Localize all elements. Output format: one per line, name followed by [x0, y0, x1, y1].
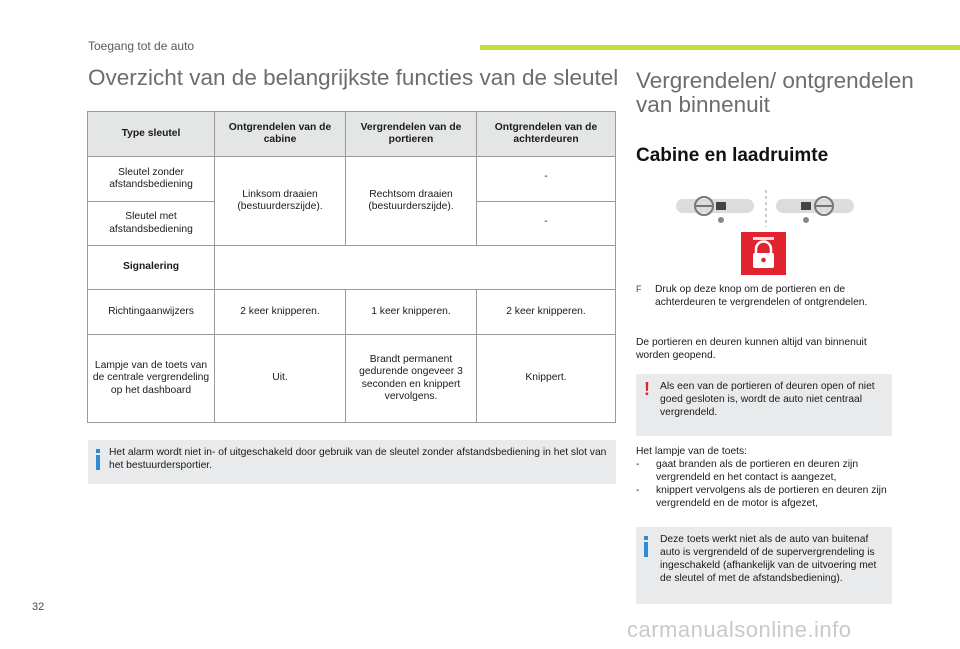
instruction-marker: F — [636, 284, 642, 294]
key-functions-table — [87, 111, 616, 423]
table-header-cell: Type sleutel — [88, 112, 215, 157]
list-item: - gaat branden als de portieren en deuren zijn vergrendeld en het contact is aangezet, — [636, 459, 859, 483]
table-cell: 2 keer knipperen. — [215, 290, 346, 335]
table-cell — [215, 246, 616, 290]
info-icon — [644, 536, 648, 557]
lock-button-illustration-svg — [676, 187, 856, 277]
table-cell: Brandt permanent gedurende ongeveer 3 seconden en knippert vervolgens. — [346, 335, 477, 423]
table-cell: Signalering — [88, 246, 215, 290]
lock-button-illustration — [676, 187, 856, 277]
table-cell: - — [477, 157, 616, 202]
list-item-text: knippert vervolgens als de portieren en deuren zijn vergrendeld en de motor is afgezet, — [656, 485, 887, 509]
table-row — [88, 157, 616, 202]
info-box — [636, 527, 892, 604]
table-cell: Lampje van de toets van de centrale vergrendeling op het dashboard — [88, 335, 215, 423]
table-header-row — [88, 112, 616, 157]
alarm-note-box — [88, 440, 616, 484]
warning-icon: ! — [644, 379, 650, 399]
info-text: Deze toets werkt niet als de auto van buitenaf auto is vergrendeld of de supervergrendeling is ingeschakeld (afhankelijk van de uitvoering met de sleutel of met de afstandsbediening). — [660, 534, 877, 584]
alarm-note-text: Het alarm wordt niet in- of uitgeschakeld door gebruik van de sleutel zonder afstandsbediening in het slot van het bestuurdersportier. — [109, 447, 607, 471]
table-row — [88, 246, 616, 290]
watermark: carmanualsonline.info — [627, 617, 852, 642]
list-item: - knippert vervolgens als de portieren en deuren zijn vergrendeld en de motor is afgezet, — [636, 485, 887, 509]
page-title: Overzicht van de belangrijkste functies van de sleutel — [88, 65, 619, 90]
table-cell: 2 keer knipperen. — [477, 290, 616, 335]
table-cell: Knippert. — [477, 335, 616, 423]
section-title: Vergrendelen/ ontgrendelen van binnenuit — [636, 68, 914, 117]
page-number: 32 — [32, 601, 45, 613]
table-header-cell: Vergrendelen van de portieren — [346, 112, 477, 157]
table-header-cell: Ontgrendelen van de achterdeuren — [477, 112, 616, 157]
warning-box — [636, 374, 892, 436]
lampje-intro: Het lampje van de toets: — [636, 446, 748, 457]
table-header-cell: Ontgrendelen van de cabine — [215, 112, 346, 157]
table-cell: Richtingaanwijzers — [88, 290, 215, 335]
instruction-text: Druk op deze knop om de portieren en de achterdeuren te vergrendelen of ontgrendelen. — [655, 284, 868, 308]
table-cell: Sleutel met afstandsbediening — [88, 202, 215, 246]
table-cell: Linksom draaien (bestuurderszijde). — [215, 157, 346, 246]
open-info-text: De portieren en deuren kunnen altijd van binnenuit worden geopend. — [636, 337, 867, 361]
table-cell: 1 keer knipperen. — [346, 290, 477, 335]
list-item-text: gaat branden als de portieren en deuren zijn vergrendeld en het contact is aangezet, — [656, 459, 859, 483]
info-icon — [96, 449, 100, 470]
accent-bar — [480, 45, 960, 50]
table-row — [88, 290, 616, 335]
table-cell: Rechtsom draaien (bestuurderszijde). — [346, 157, 477, 246]
table-row — [88, 335, 616, 423]
table-cell: - — [477, 202, 616, 246]
warning-text: Als een van de portieren of deuren open of niet goed gesloten is, wordt de auto niet centraal vergrendeld. — [660, 381, 875, 418]
instruction — [636, 283, 892, 309]
table-cell: Uit. — [215, 335, 346, 423]
section-label: Toegang tot de auto — [88, 39, 195, 53]
table-cell: Sleutel zonder afstandsbediening — [88, 157, 215, 202]
lampje-section — [636, 445, 892, 510]
subsection-title: Cabine en laadruimte — [636, 145, 829, 166]
